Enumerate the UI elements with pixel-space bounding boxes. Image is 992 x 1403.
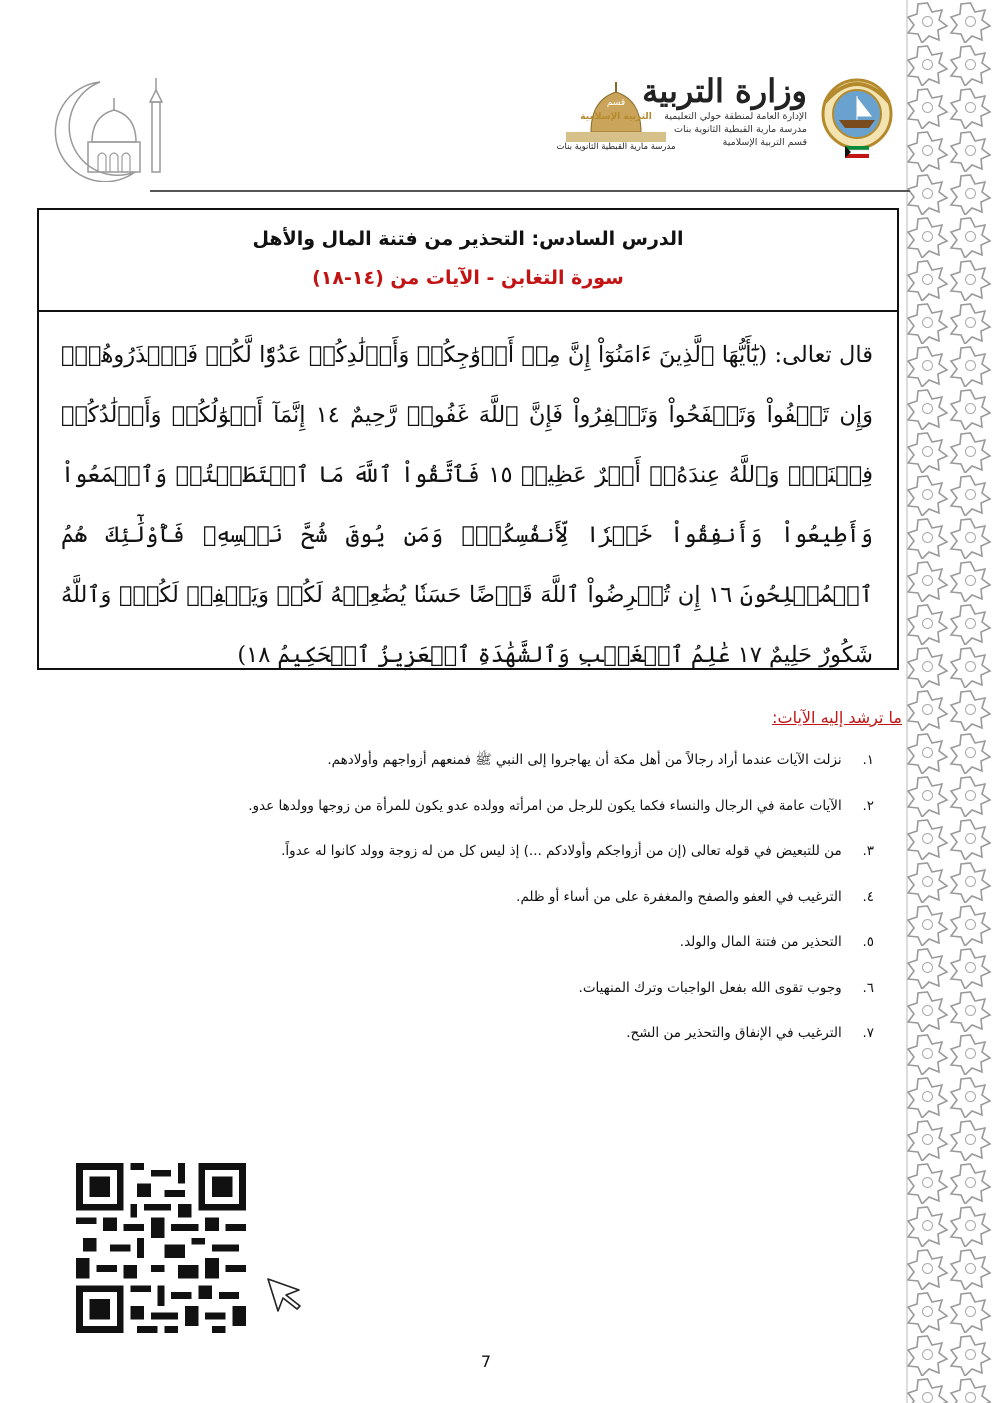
item-number: ٦. — [862, 979, 874, 996]
guidance-list — [94, 738, 874, 1057]
item-number: ٢. — [862, 797, 874, 814]
quran-verses: قال تعالى: (يَٰٓأَيُّهَا ٱلَّذِينَ ءَامَنُوٓاْ إِنَّ مِنۡ أَزۡوَٰجِكُمۡ وَأَوۡلَٰدِكُمۡ عَدُوّٗا لَّكُمۡ فَٱحۡذَرُوهُمۡۚ وَإِن تَعۡفُواْ وَتَصۡفَحُواْ وَتَغۡفِرُواْ فَإِنَّ ٱللَّهَ غَفُورٞ رَّحِيمٌ ١٤ إِنَّمَآ أَمۡوَٰلُكُمۡ وَأَوۡلَٰدُكُمۡ فِتۡنَةٞۚ وَٱللَّهُ عِندَهُۥٓ أَجۡرٌ عَظِيمٞ ١٥ فَٱتَّقُواْ ٱللَّهَ مَا ٱسۡتَطَعۡتُمۡ وَٱسۡمَعُواْ وَأَطِيعُواْ وَأَنفِقُواْ خَيۡرٗا لِّأَنفُسِكُمۡۗ وَمَن يُوقَ شُحَّ نَفۡسِهِۦ فَأُوْلَٰٓئِكَ هُمُ ٱلۡمُفۡلِحُونَ ١٦ إِن تُقۡرِضُواْ ٱللَّهَ قَرۡضًا حَسَنٗا يُضَٰعِفۡهُ لَكُمۡ وَيَغۡفِرۡ لَكُمۡۚ وَٱللَّهُ شَكُورٌ حَلِيمٌ ١٧ عَٰلِمُ ٱلۡغَيۡبِ وَٱلشَّهَٰدَةِ ٱلۡعَزِيزُ ٱلۡحَكِيمُ ١٨) — [61, 342, 873, 668]
list-item — [94, 920, 874, 966]
lesson-box — [37, 208, 899, 670]
list-item — [94, 1011, 874, 1057]
item-text: من للتبعيض في قوله تعالى (إن من أزواجكم وأولادكم ...) إذ ليس كل من له زوجة وولد كانوا له عدواً. — [281, 843, 842, 859]
list-item — [94, 966, 874, 1012]
list-item — [94, 875, 874, 921]
item-text: التحذير من فتنة المال والولد. — [679, 934, 842, 950]
lesson-header — [39, 210, 897, 312]
qr-code-icon[interactable] — [76, 1163, 246, 1333]
item-number: ٥. — [862, 934, 874, 950]
school-logo-label-mid: التربية الإسلامية — [580, 112, 652, 122]
list-item — [94, 829, 874, 875]
ministry-name: وزارة التربية — [642, 72, 807, 110]
list-item — [94, 784, 874, 830]
school-logo — [556, 82, 676, 154]
kuwait-emblem-icon — [817, 72, 897, 162]
item-text: الترغيب في الإنفاق والتحذير من الشح. — [626, 1025, 842, 1041]
item-text: نزلت الآيات عندما أراد رجالاً من أهل مكة أن يهاجروا إلى النبي ﷺ فمنعهم أزواجهم وأولادهم. — [327, 752, 842, 768]
item-number: ٧. — [862, 1025, 874, 1041]
item-text: الترغيب في العفو والصفح والمغفرة على من أساء أو ظلم. — [516, 888, 842, 905]
page-number: 7 — [480, 1352, 492, 1371]
guidance-title: ما ترشد إليه الآيات: — [772, 708, 902, 727]
list-item — [94, 738, 874, 784]
ministry-line-2: مدرسة مارية القبطية الثانوية بنات — [674, 124, 807, 135]
mosque-crescent-icon — [40, 72, 180, 182]
item-number: ٣. — [862, 843, 874, 859]
cursor-pointer-icon — [264, 1275, 304, 1315]
ministry-line-3: قسم التربية الإسلامية — [722, 137, 807, 148]
item-text: الآيات عامة في الرجال والنساء فكما يكون للرجل من امرأته وولده عدو يكون للمرأة من زوجها وولدها عدو. — [248, 797, 842, 814]
item-number: ٤. — [862, 888, 874, 905]
item-number: ١. — [862, 752, 874, 768]
header-divider — [150, 190, 910, 192]
school-logo-label-bottom: مدرسة مارية القبطية الثانوية بنات — [556, 142, 676, 152]
decorative-border-pattern — [906, 0, 992, 1403]
lesson-subtitle: سورة التغابن - الآيات من (١٤-١٨) — [312, 267, 624, 289]
ministry-line-1: الإدارة العامة لمنطقة حولي التعليمية — [664, 111, 807, 122]
lesson-title: الدرس السادس: التحذير من فتنة المال والأهل — [252, 228, 684, 250]
school-logo-label-top: قسم — [606, 98, 626, 108]
item-text: وجوب تقوى الله بفعل الواجبات وترك المنهيات. — [578, 979, 842, 996]
